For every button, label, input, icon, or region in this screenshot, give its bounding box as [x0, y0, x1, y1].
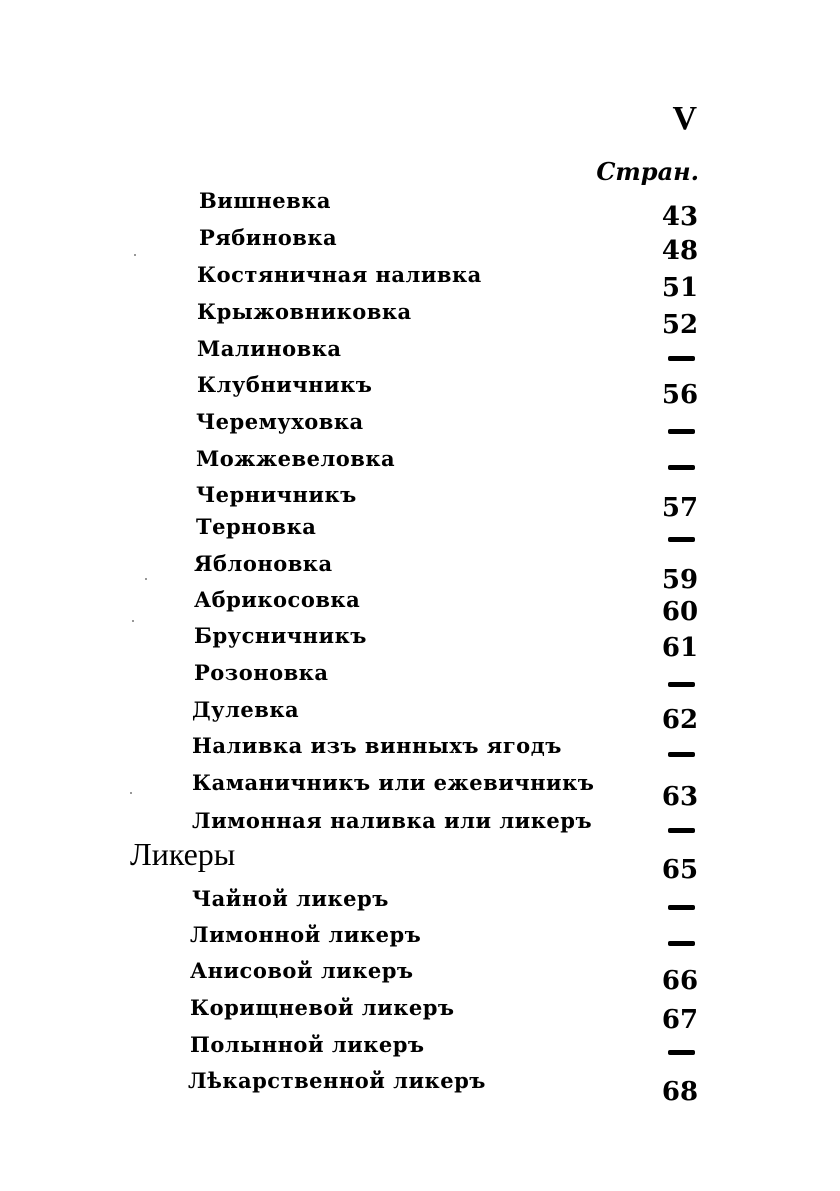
- scan-speck: [130, 792, 132, 794]
- entry-name-limonnoi-liker: Лимонной ликеръ: [190, 922, 422, 947]
- entry-name-chainoi-liker: Чайной ликеръ: [192, 886, 389, 911]
- entry-page-yablonovka: 59: [661, 565, 699, 595]
- entry-name-cheremukhovka: Черемуховка: [196, 409, 364, 434]
- ditto-dash-limonnoi-liker: [668, 941, 695, 946]
- entry-name-anisovoi-liker: Анисовой ликеръ: [190, 958, 414, 983]
- ditto-dash-ternovka: [668, 537, 695, 542]
- entry-name-kostyanichnaya: Костяничная наливка: [197, 262, 482, 287]
- ditto-dash-nalivka-vinnykh-yagod: [668, 752, 695, 757]
- entry-name-limonnaya-nalivka: Лимонная наливка или ликеръ: [192, 808, 593, 833]
- entry-page-likery: 65: [661, 855, 699, 885]
- ditto-dash-malinovka: [668, 356, 695, 361]
- ditto-dash-rozonovka: [668, 682, 695, 687]
- entry-page-ryabinovka: 48: [661, 236, 699, 266]
- entry-page-lekarstvennoi-liker: 68: [661, 1077, 699, 1107]
- entry-name-polynnoi-liker: Полынной ликеръ: [190, 1032, 425, 1057]
- ditto-dash-limonnaya-nalivka: [668, 828, 695, 833]
- scan-speck: [134, 254, 136, 256]
- entry-name-yablonovka: Яблоновка: [194, 551, 333, 576]
- entry-name-brusnichnik: Брусничникъ: [194, 623, 367, 648]
- scan-speck: [132, 620, 134, 622]
- entry-page-klubnichnik: 56: [661, 380, 699, 410]
- ditto-dash-chainoi-liker: [668, 905, 695, 910]
- entry-name-abrikosovka: Абрикосовка: [194, 587, 361, 612]
- entry-page-chernichnik: 57: [661, 493, 699, 523]
- entry-page-vishnevka: 43: [661, 202, 699, 232]
- entry-page-korishnevoi-liker: 67: [661, 1005, 699, 1035]
- scan-speck: [145, 578, 147, 580]
- entry-name-chernichnik: Черничникъ: [196, 482, 357, 507]
- entry-name-malinovka: Малиновка: [197, 336, 342, 361]
- entry-page-brusnichnik: 61: [661, 633, 699, 663]
- entry-name-kryzhovnikovka: Крыжовниковка: [197, 299, 412, 324]
- entry-page-anisovoi-liker: 66: [661, 966, 699, 996]
- entry-page-abrikosovka: 60: [661, 597, 699, 627]
- entry-page-kamanichnik: 63: [661, 782, 699, 812]
- entry-name-ryabinovka: Рябиновка: [199, 225, 338, 250]
- page-number: V: [672, 100, 697, 137]
- page-column-header: Стран.: [596, 157, 699, 186]
- ditto-dash-cheremukhovka: [668, 429, 695, 434]
- entry-name-lekarstvennoi-liker: Лѣкарственной ликеръ: [188, 1068, 486, 1093]
- entry-name-vishnevka: Вишневка: [199, 188, 331, 213]
- entry-name-dulevka: Дулевка: [192, 697, 300, 722]
- ditto-dash-polynnoi-liker: [668, 1050, 695, 1055]
- entry-page-kostyanichnaya: 51: [661, 273, 699, 303]
- entry-page-kryzhovnikovka: 52: [661, 310, 699, 340]
- entry-name-ternovka: Терновка: [196, 514, 317, 539]
- section-heading-likery: Ликеры: [130, 836, 236, 872]
- ditto-dash-mozhzhevelovka: [668, 465, 695, 470]
- entry-name-mozhzhevelovka: Можжевеловка: [196, 446, 396, 471]
- entry-name-klubnichnik: Клубничникъ: [197, 372, 373, 397]
- entry-name-rozonovka: Розоновка: [194, 660, 329, 685]
- entry-page-dulevka: 62: [661, 705, 699, 735]
- entry-name-korishnevoi-liker: Корищневой ликеръ: [190, 995, 455, 1020]
- entry-name-nalivka-vinnykh-yagod: Наливка изъ винныхъ ягодъ: [192, 733, 562, 758]
- entry-name-kamanichnik: Каманичникъ или ежевичникъ: [192, 770, 595, 795]
